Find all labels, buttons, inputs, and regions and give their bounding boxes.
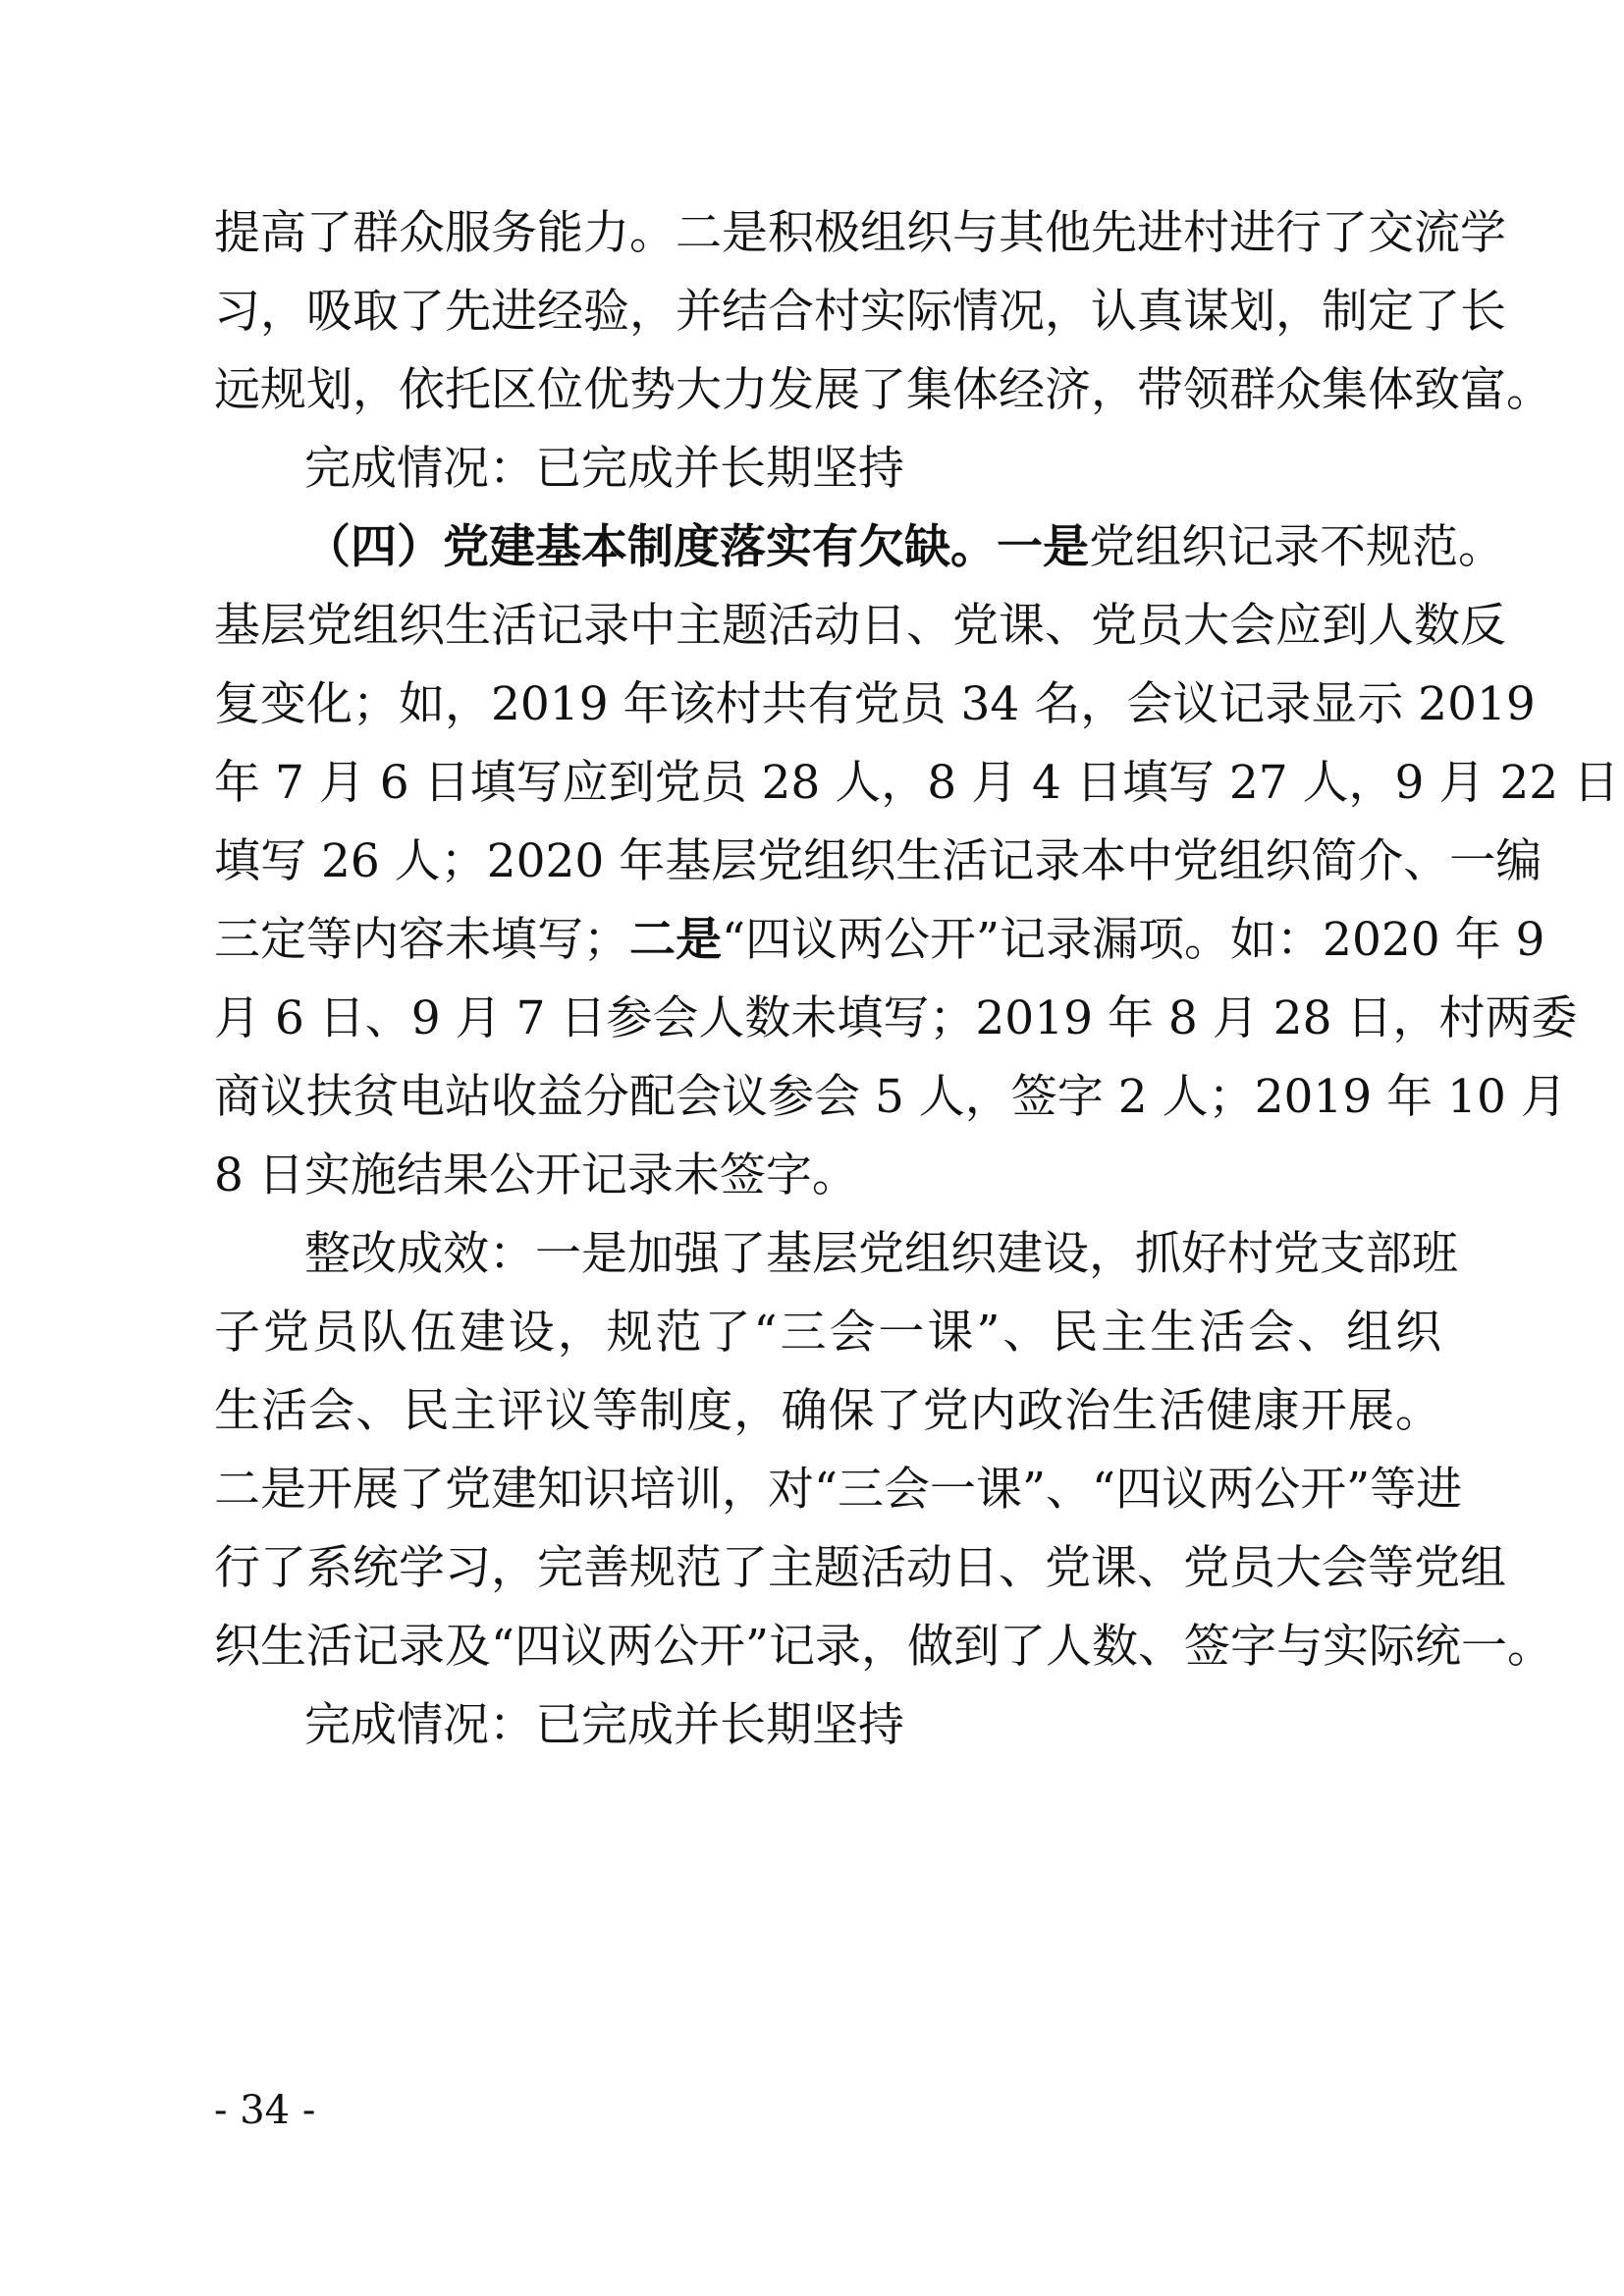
section-4-line-4: 年 7 月 6 日填写应到党员 28 人，8 月 4 日填写 27 人，9 月 22 日 xyxy=(214,756,1620,810)
completion-status-2: 完成情况：已完成并长期坚持 xyxy=(304,1698,904,1752)
section-4-line-1-text: 党组织记录不规范。 xyxy=(1089,520,1504,574)
rectification-line-2: 子党员队伍建设，规范了“三会一课”、民主生活会、组织 xyxy=(214,1306,1441,1360)
section-4-first-label: 一是 xyxy=(997,520,1089,574)
rectification-line-6: 织生活记录及“四议两公开”记录，做到了人数、签字与实际统一。 xyxy=(214,1620,1554,1674)
section-4-line-7: 月 6 日、9 月 7 日参会人数未填写；2019 年 8 月 28 日，村两委 xyxy=(214,991,1578,1045)
section-4-line-6 xyxy=(214,901,1545,980)
rectification-line-1: 整改成效：一是加强了基层党组织建设，抓好村党支部班 xyxy=(304,1227,1458,1281)
rectification-line-5: 行了系统学习，完善规范了主题活动日、党课、党员大会等党组 xyxy=(214,1541,1506,1595)
completion-status-1: 完成情况：已完成并长期坚持 xyxy=(304,442,904,496)
paragraph-1-line-1: 提高了群众服务能力。二是积极组织与其他先进村进行了交流学 xyxy=(214,206,1506,260)
section-4-line-9: 8 日实施结果公开记录未签字。 xyxy=(214,1148,858,1202)
section-4-second-label: 二是 xyxy=(629,913,722,967)
section-4-line-8: 商议扶贫电站收益分配会议参会 5 人，签字 2 人；2019 年 10 月 xyxy=(214,1070,1567,1124)
rectification-line-4: 二是开展了党建知识培训，对“三会一课”、“四议两公开”等进 xyxy=(214,1463,1463,1517)
section-4-line-2: 基层党组织生活记录中主题活动日、党课、党员大会应到人数反 xyxy=(214,599,1506,653)
rectification-line-3: 生活会、民主评议等制度，确保了党内政治生活健康开展。 xyxy=(214,1384,1441,1438)
page-number: - 34 - xyxy=(214,2088,316,2133)
paragraph-1-line-3: 远规划，依托区位优势大力发展了集体经济，带领群众集体致富。 xyxy=(214,363,1552,417)
section-4-line-6-part-a: 三定等内容未填写； xyxy=(214,913,629,967)
section-4-line-6-part-b: “四议两公开”记录漏项。如：2020 年 9 xyxy=(722,913,1545,967)
section-4-line-3: 复变化；如，2019 年该村共有党员 34 名，会议记录显示 2019 xyxy=(214,677,1536,731)
section-4-heading-line xyxy=(304,508,1504,587)
section-4-heading: （四）党建基本制度落实有欠缺。 xyxy=(304,520,997,574)
section-4-line-5: 填写 26 人；2020 年基层党组织生活记录本中党组织简介、一编 xyxy=(214,834,1543,888)
paragraph-1-line-2: 习，吸取了先进经验，并结合村实际情况，认真谋划，制定了长 xyxy=(214,285,1506,339)
